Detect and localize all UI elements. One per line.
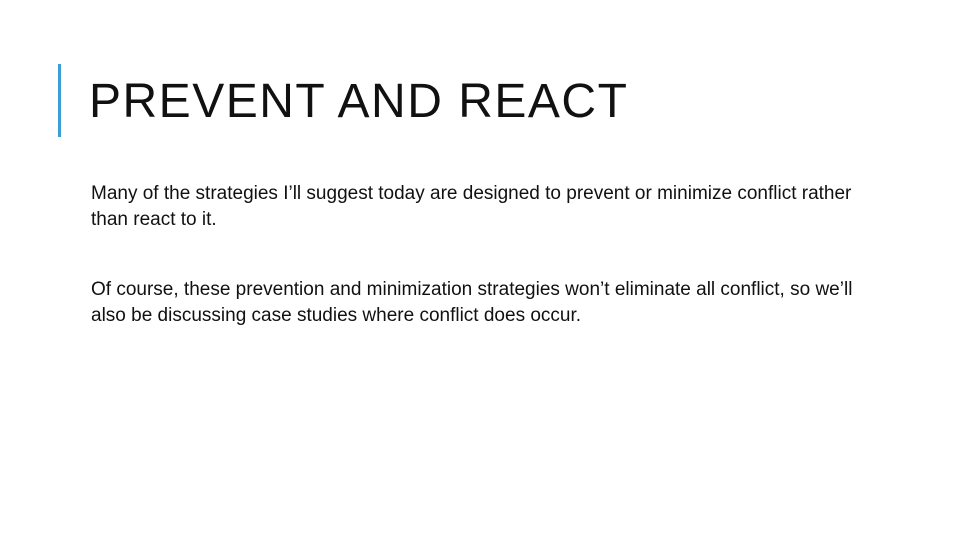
- slide-title: PREVENT AND REACT: [89, 75, 629, 128]
- body-paragraph-2: Of course, these prevention and minimization strategies won’t eliminate all conflict, so we’ll also be discussing case studies where conflict does occur.: [91, 279, 853, 326]
- slide-body: [91, 181, 891, 373]
- title-accent-bar: [58, 64, 61, 137]
- body-paragraph-1: Many of the strategies I’ll suggest today are designed to prevent or minimize conflict rather than react to it.: [91, 183, 852, 230]
